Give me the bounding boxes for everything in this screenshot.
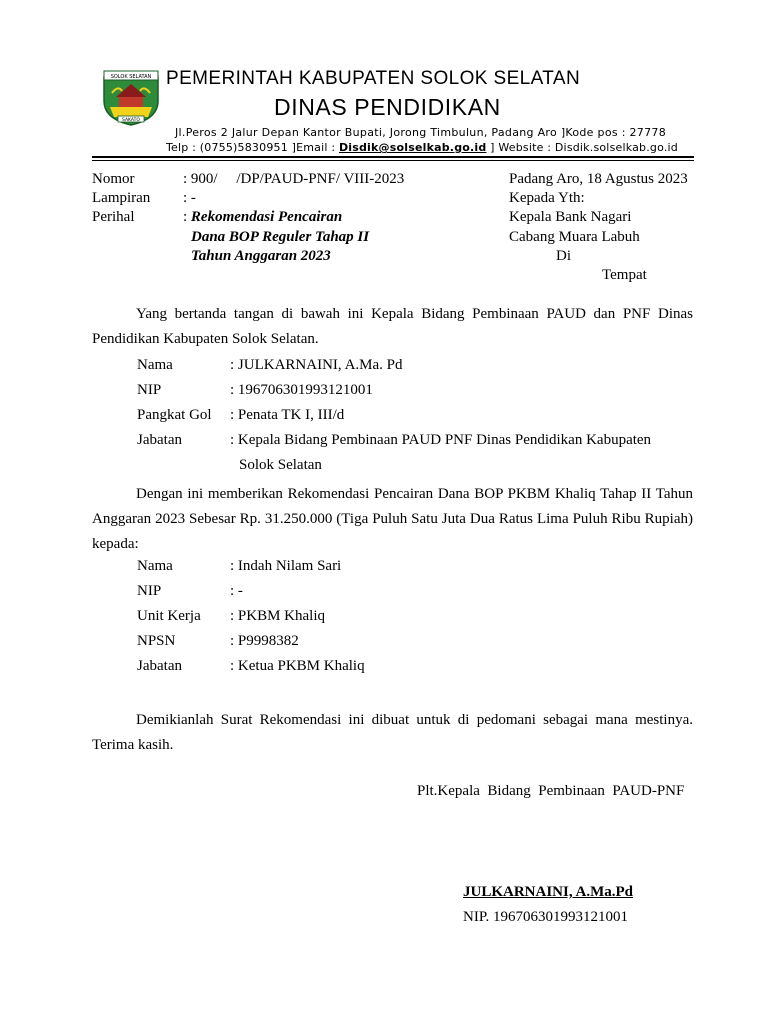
signer-nama-label: Nama [137, 357, 173, 373]
lampiran-label: Lampiran [92, 190, 151, 206]
perihal-value [183, 209, 342, 226]
signer-nip-value: : 196706301993121001 [230, 382, 373, 398]
letterhead-divider-thick [92, 156, 694, 158]
email-link[interactable]: Disdik@solselkab.go.id [338, 141, 487, 154]
signatory-nip: NIP. 196706301993121001 [463, 909, 629, 925]
recipient-place: Tempat [602, 267, 647, 283]
website-text: ] Website : Disdik.solselkab.go.id [486, 141, 678, 154]
signer-jabatan-value: : Kepala Bidang Pembinaan PAUD PNF Dinas Pendidikan Kabupaten [230, 432, 652, 448]
perihal-label: Perihal [92, 209, 135, 225]
phone-text: Telp : (0755)5830951 ]Email : [166, 141, 339, 154]
recipient-di: Di [556, 248, 571, 264]
beneficiary-jabatan-value: : Ketua PKBM Khaliq [230, 658, 365, 674]
intro-text: Yang bertanda tangan di bawah ini Kepala Bidang Pembinaan PAUD dan PNF Dinas Pendidikan Kabupaten Solok Selatan. [92, 306, 693, 347]
signatory-name: JULKARNAINI, A.Ma.Pd [463, 884, 634, 900]
nomor-value: : 900/ /DP/PAUD-PNF/ VIII-2023 [183, 171, 405, 187]
perihal-line-3: Tahun Anggaran 2023 [191, 248, 331, 264]
perihal-line-1: Rekomendasi Pencairan [190, 209, 343, 225]
logo-motto-text: SAKATO [122, 118, 140, 123]
beneficiary-npsn-value: : P9998382 [230, 633, 299, 649]
recipient-line-2: Cabang Muara Labuh [509, 229, 640, 245]
intro-paragraph [92, 302, 693, 352]
signer-jabatan-label: Jabatan [137, 432, 182, 448]
beneficiary-nama-value: : Indah Nilam Sari [230, 558, 342, 574]
beneficiary-npsn-label: NPSN [137, 633, 176, 649]
department-name: DINAS PENDIDIKAN [274, 94, 501, 120]
government-name: PEMERINTAH KABUPATEN SOLOK SELATAN [166, 68, 581, 89]
office-contact [166, 141, 678, 154]
closing-paragraph [92, 708, 693, 758]
beneficiary-nama-label: Nama [137, 558, 173, 574]
signer-jabatan-continued: Solok Selatan [239, 457, 322, 473]
beneficiary-nip-label: NIP [137, 583, 162, 599]
logo-banner-text: SOLOK SELATAN [110, 74, 152, 80]
recommendation-text: Dengan ini memberikan Rekomendasi Pencairan Dana BOP PKBM Khaliq Tahap II Tahun Anggaran 2023 Sebesar Rp. 31.250.000 (Tiga Puluh Satu Juta Dua Ratus Lima Puluh Ribu Rupiah) kepada: [92, 486, 693, 552]
signer-pangkat-label: Pangkat Gol [137, 407, 212, 423]
beneficiary-jabatan-label: Jabatan [137, 658, 182, 674]
beneficiary-unit-value: : PKBM Khaliq [230, 608, 326, 624]
signatory-title: Plt.Kepala Bidang Pembinaan PAUD-PNF [417, 783, 685, 799]
signer-pangkat-value: : Penata TK I, III/d [230, 407, 345, 423]
recipient-line-1: Kepala Bank Nagari [509, 209, 632, 225]
lampiran-value: : - [183, 190, 196, 206]
perihal-line-2: Dana BOP Reguler Tahap II [191, 229, 370, 245]
beneficiary-unit-label: Unit Kerja [137, 608, 201, 624]
letter-date: Padang Aro, 18 Agustus 2023 [509, 171, 688, 187]
recommendation-paragraph [92, 482, 693, 557]
nomor-label: Nomor [92, 171, 135, 187]
office-address: Jl.Peros 2 Jalur Depan Kantor Bupati, Jorong Timbulun, Padang Aro ]Kode pos : 27778 [175, 126, 666, 139]
closing-text: Demikianlah Surat Rekomendasi ini dibuat untuk di pedomani sebagai mana mestinya. Terima kasih. [92, 712, 693, 753]
government-logo [98, 67, 164, 127]
signer-nip-label: NIP [137, 382, 162, 398]
recipient-salutation: Kepada Yth: [509, 190, 585, 206]
beneficiary-nip-value: : - [230, 583, 243, 599]
letterhead-divider-thin [92, 160, 694, 161]
signer-nama-value: : JULKARNAINI, A.Ma. Pd [230, 357, 403, 373]
perihal-colon: : [183, 209, 191, 225]
